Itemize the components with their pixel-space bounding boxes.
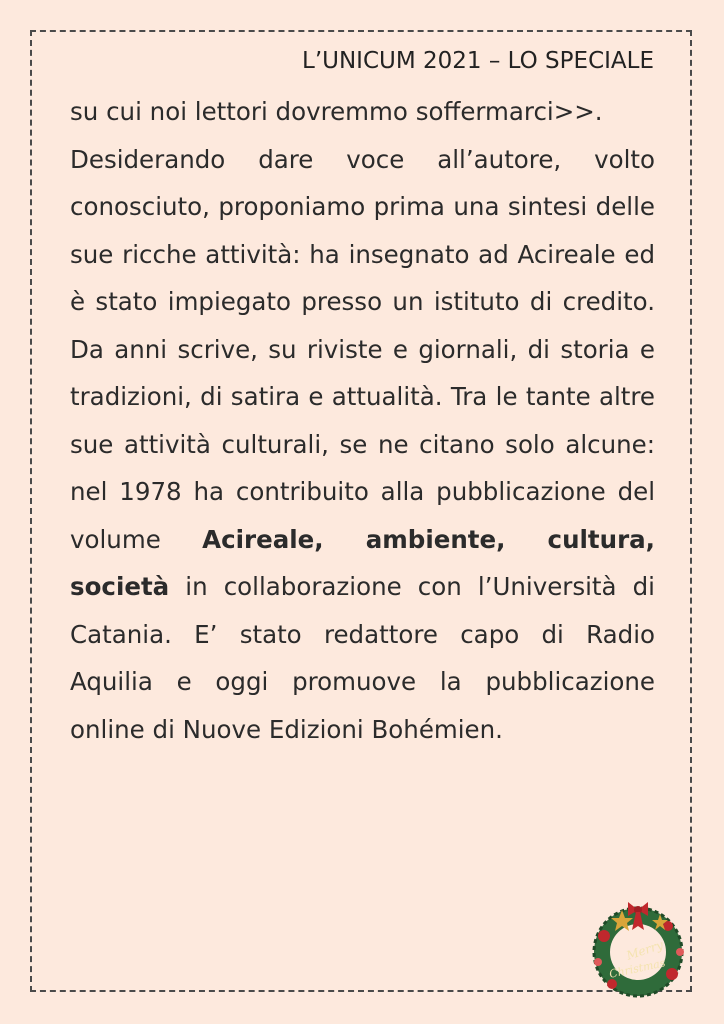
page-header-title: L’UNICUM 2021 – LO SPECIALE [302,48,654,74]
badge-text-merry: Merry [624,937,665,963]
christmas-wreath-decoration [584,896,692,1004]
book-title-bold: Acireale, ambiente, cultura, società [70,524,655,601]
article-paragraph-2-part-b: in collaborazione con l’Università di Catania. E’ stato redattore capo di Radio Aquilia e oggi promuove la pubblicazione online di Nuove Edizioni Bohémien. [70,572,655,744]
article-paragraph-2-part-a: Desiderando dare voce all’autore, volto conosciuto, proponiamo prima una sintesi delle sue ricche attività: ha insegnato ad Acireale ed è stato impiegato presso un istituto di credito. Da anni scrive, su riviste e giornali, di storia e tradizioni, di satira e attualità. Tra le tante altre sue attività culturali, se ne citano solo alcune: nel 1978 ha contribuito alla pubblicazione del volume [70,144,655,554]
wreath-icon [584,896,692,1004]
article-paragraph-2 [70,136,655,754]
article-body [70,88,655,753]
badge-text-christmas: Christmas [608,956,667,981]
article-paragraph-1: su cui noi lettori dovremmo soffermarci>>. [70,97,603,126]
